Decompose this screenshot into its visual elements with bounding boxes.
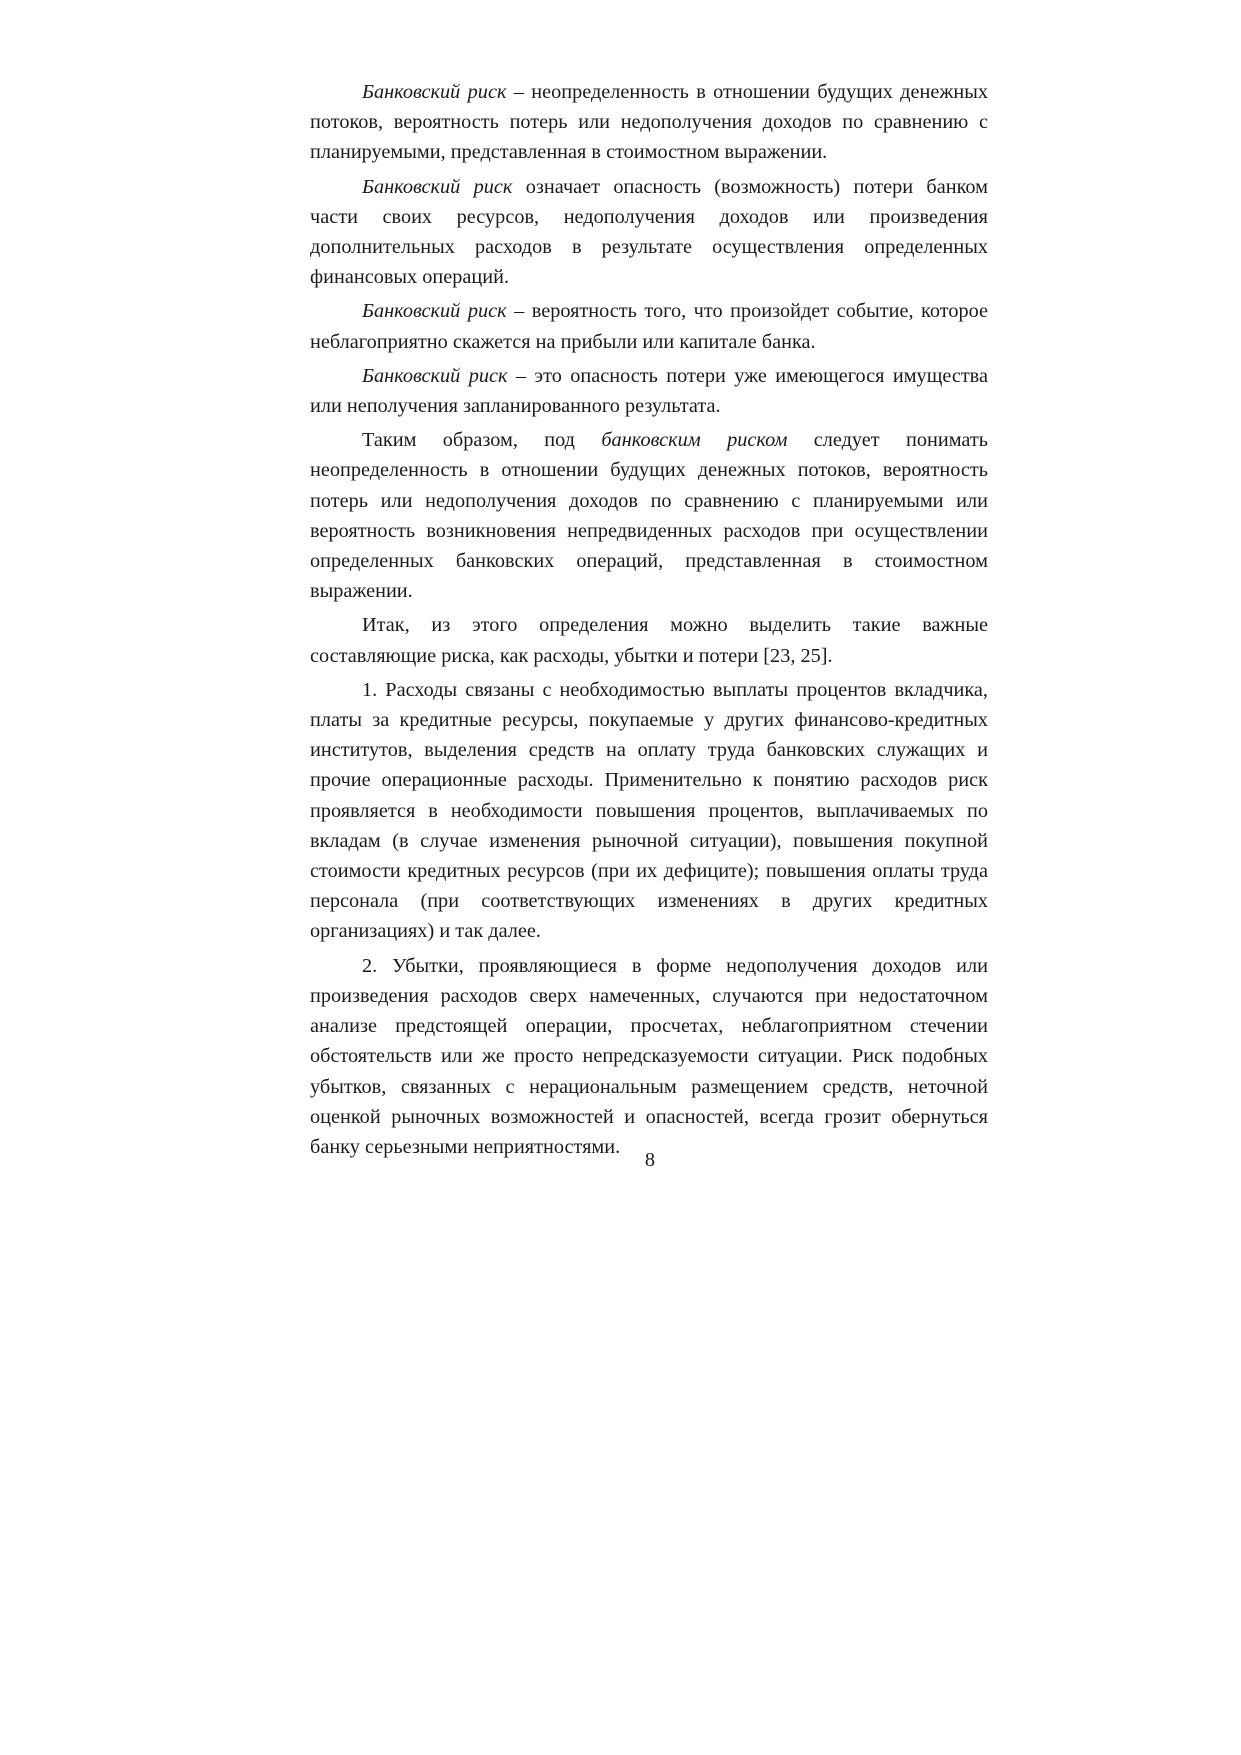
italic-term: Банковский риск [362,81,507,103]
paragraph-text: – вероятность того, что произойдет событие, которое неблагоприятно скажется на прибыли или капитале банка. [310,300,989,353]
italic-term: Банковский риск [362,175,513,198]
paragraph-text: следует понимать неопределенность в отношении будущих денежных потоков, вероятность потерь или недополучения доходов по сравнению с планируемыми или вероятность возникновения непредвиденных расходов при осуществлении определенных банковских операций, представленная в стоимостном выражении. [310,429,988,603]
definition-paragraph-3 [310,296,988,356]
paragraph-text: Таким образом, под [362,429,602,452]
paragraph-text: означает опасность (возможность) потери банком части своих ресурсов, недополучения доходов или произведения дополнительных расходов в результате осуществления определенных финансовых операций. [310,175,988,289]
definition-paragraph-2 [310,172,988,293]
paragraph-text: – это опасность потери уже имеющегося имущества или неполучения запланированного результата. [310,364,988,418]
components-intro-paragraph: Итак, из этого определения можно выделить такие важные составляющие риска, как расходы, убытки и потери [23, 25]. [310,614,988,667]
italic-term: Банковский риск [362,300,507,323]
expenses-paragraph: 1. Расходы связаны с необходимостью выплаты процентов вкладчика, платы за кредитные ресурсы, покупаемые у других финансово-кредитных институтов, выделения средств на оплату труда банковских служащих и прочие операционные расходы. Применительно к понятию расходов риск проявляется в необходимости повышения процентов, выплачиваемых по вкладам (в случае изменения рыночной ситуации), повышения покупной стоимости кредитных ресурсов (при их дефиците); повышения оплаты труда персонала (при соответствующих изменениях в других кредитных организациях) и так далее. [310,678,988,943]
definition-paragraph-4 [310,361,988,421]
summary-definition-paragraph [310,425,988,606]
body-text [310,77,988,1166]
losses-paragraph: 2. Убытки, проявляющиеся в форме недополучения доходов или произведения расходов сверх намеченных, случаются при недостаточном анализе предстоящей операции, просчетах, неблагоприятном стечении обстоятельств или же просто непредсказуемости ситуации. Риск подобных убытков, связанных с нерациональным размещением средств, неточной оценкой рыночных возможностей и опасностей, всегда грозит обернуться банку серьезными неприятностями. [310,954,988,1158]
paragraph-text: – неопределенность в отношении будущих денежных потоков, вероятность потерь или недополучения доходов по сравнению с планируемыми, представленная в стоимостном выражении. [310,81,988,164]
italic-term: банковским риском [601,429,788,452]
italic-term: Банковский риск [362,364,508,387]
page-number: 8 [644,1149,656,1171]
definition-paragraph-1 [310,77,988,168]
